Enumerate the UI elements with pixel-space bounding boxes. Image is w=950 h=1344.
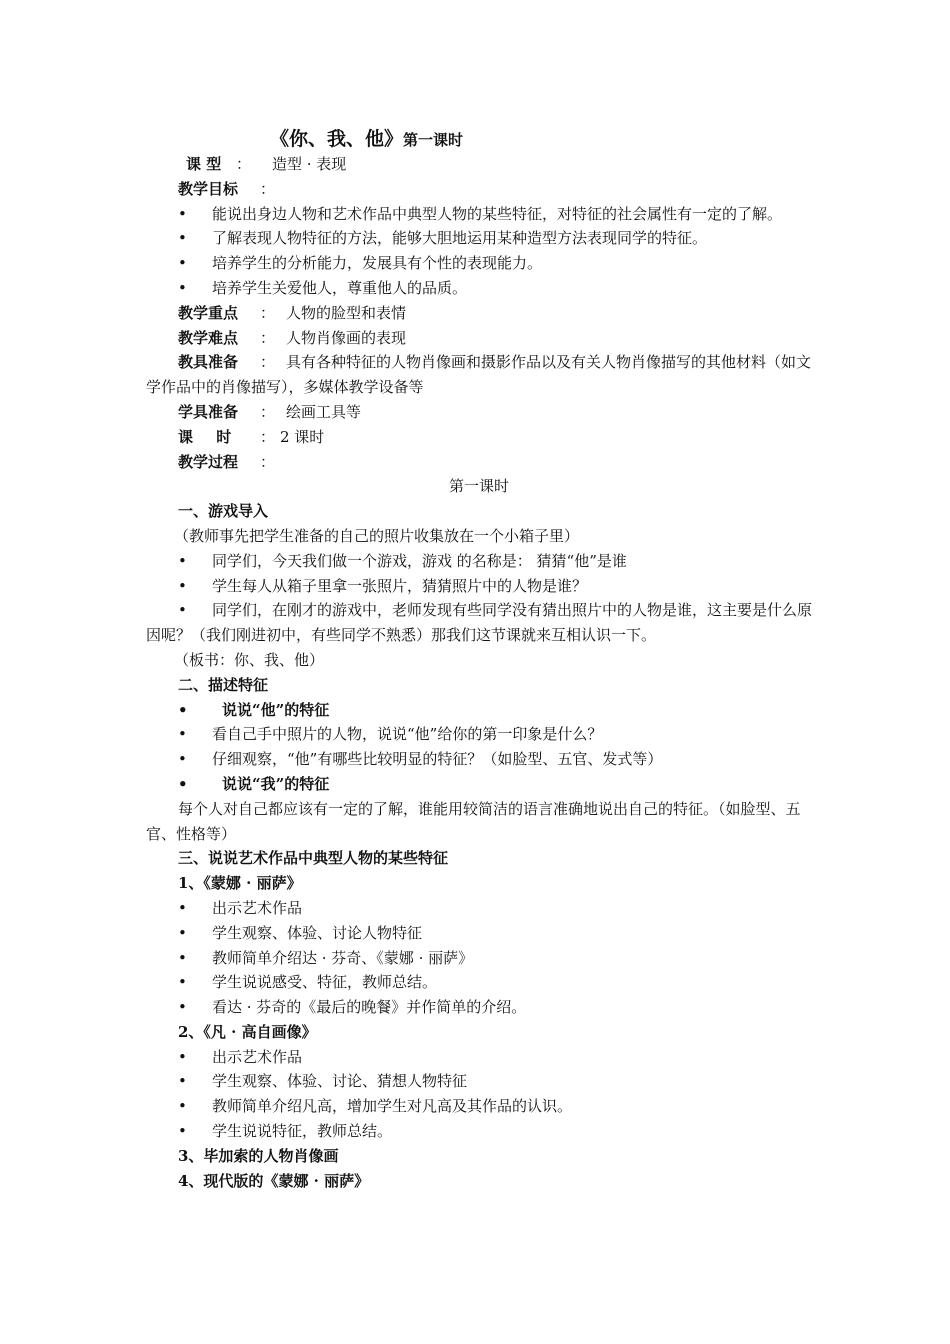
- bullet-icon: •: [178, 923, 187, 942]
- sub-heading-text: 说说“我”的特征: [222, 774, 330, 793]
- course-type-sep: ：: [236, 155, 252, 173]
- list-item: [146, 598, 812, 648]
- section-heading: 二、描述特征: [178, 675, 269, 694]
- part-heading: 3、毕加索的人物肖像画: [178, 1146, 339, 1165]
- part-heading: 1、《蒙娜 · 丽萨》: [178, 874, 302, 893]
- goal-text: 培养学生关爱他人，尊重他人的品质。: [212, 278, 468, 297]
- list-item-text: 学生每人从箱子里拿一张照片，猜猜照片中的人物是谁？: [212, 576, 588, 595]
- bullet-icon: •: [178, 1122, 187, 1141]
- key-point-value: 人物的脸型和表情: [286, 303, 407, 322]
- list-item-text: 仔细观察，“他”有哪些比较明显的特征？（如脸型、五官、发式等）: [212, 750, 663, 769]
- bullet-icon: •: [178, 725, 187, 744]
- list-item-text: 教师简单介绍达 · 芬奇、《蒙娜 · 丽萨》: [212, 948, 474, 967]
- difficulty-row: [146, 326, 812, 351]
- goal-text: 能说出身边人物和艺术作品中典型人物的某些特征，对特征的社会属性有一定的了解。: [212, 204, 783, 223]
- title-sub: 第一课时: [403, 131, 464, 149]
- goal-item: [146, 251, 812, 276]
- student-prep-row: [146, 400, 812, 425]
- process-row: [146, 450, 812, 475]
- hours-label: 课 时: [178, 427, 232, 446]
- goals-sep: ：: [260, 179, 276, 198]
- teacher-prep-row: [146, 350, 812, 400]
- list-item: [146, 1119, 812, 1144]
- sub-heading-text: 说说“他”的特征: [222, 700, 330, 719]
- part-heading: 4、现代版的《蒙娜 · 丽萨》: [178, 1171, 370, 1190]
- list-item-text: 学生说说特征，教师总结。: [212, 1122, 393, 1141]
- goals-label: 教学目标: [178, 179, 239, 198]
- list-item-text: 学生说说感受、特征，教师总结。: [212, 973, 438, 992]
- bullet-icon: •: [178, 576, 187, 595]
- process-label: 教学过程: [178, 452, 239, 471]
- hours-row: [146, 425, 812, 450]
- bullet-icon: •: [178, 700, 188, 719]
- list-item: [146, 747, 812, 772]
- part-heading: 2、《凡 · 高自画像》: [178, 1022, 317, 1041]
- list-item: [146, 722, 812, 747]
- bullet-icon: •: [178, 229, 187, 248]
- lesson-heading: 第一课时: [448, 477, 509, 496]
- bullet-icon: •: [178, 1047, 187, 1066]
- student-prep-value: 绘画工具等: [286, 402, 362, 421]
- list-item: [146, 1094, 812, 1119]
- document-body: [146, 152, 812, 1193]
- sub-heading: [146, 772, 812, 797]
- document-title: [270, 124, 670, 151]
- section-heading: 三、说说艺术作品中典型人物的某些特征: [178, 849, 449, 868]
- goals-label-row: [146, 177, 812, 202]
- course-type-row: [146, 152, 812, 177]
- bullet-icon: •: [178, 973, 187, 992]
- bullet-icon: •: [178, 750, 187, 769]
- goal-item: [146, 226, 812, 251]
- list-item: [146, 549, 812, 574]
- list-item-text: 出示艺术作品: [212, 898, 303, 917]
- bullet-icon: •: [178, 774, 188, 793]
- difficulty-label: 教学难点: [178, 328, 239, 347]
- bullet-icon: •: [178, 1072, 187, 1091]
- paragraph: 每个人对自己都应该有一定的了解，谁能用较简洁的语言准确地说出自己的特征。（如脸型、五官、性格等）: [146, 799, 801, 843]
- list-item: [146, 995, 812, 1020]
- student-prep-label: 学具准备: [178, 402, 239, 421]
- goal-text: 了解表现人物特征的方法，能够大胆地运用某种造型方法表现同学的特征。: [212, 229, 708, 248]
- list-item-text: 同学们，在刚才的游戏中，老师发现有些同学没有猜出照片中的人物是谁，这主要是什么原因呢？（我们刚进初中，有些同学不熟悉）那我们这节课就来互相认识一下。: [146, 601, 813, 645]
- bullet-icon: •: [178, 601, 187, 620]
- process-sep: ：: [260, 452, 276, 471]
- list-item-text: 学生观察、体验、讨论人物特征: [212, 923, 423, 942]
- board-note: （板书：你、我、他）: [174, 650, 325, 669]
- goal-text: 培养学生的分析能力，发展具有个性的表现能力。: [212, 254, 543, 273]
- difficulty-sep: ：: [260, 328, 276, 347]
- goal-item: [146, 202, 812, 227]
- goal-item: [146, 276, 812, 301]
- key-point-row: [146, 301, 812, 326]
- section-note: （教师事先把学生准备的自己的照片收集放在一个小箱子里）: [174, 526, 580, 545]
- course-type-value: 造型 · 表现: [272, 155, 347, 173]
- list-item-text: 出示艺术作品: [212, 1047, 303, 1066]
- bullet-icon: •: [178, 204, 187, 223]
- student-prep-sep: ：: [260, 402, 276, 421]
- key-point-label: 教学重点: [178, 303, 239, 322]
- hours-value: 2 课时: [280, 427, 325, 446]
- bullet-icon: •: [178, 278, 187, 297]
- list-item: [146, 946, 812, 971]
- bullet-icon: •: [178, 948, 187, 967]
- list-item: [146, 970, 812, 995]
- teacher-prep-sep: ：: [260, 353, 276, 372]
- list-item: [146, 921, 812, 946]
- list-item: [146, 1045, 812, 1070]
- bullet-icon: •: [178, 998, 187, 1017]
- list-item-text: 同学们，今天我们做一个游戏，游戏 的名称是： 猜猜“他”是谁: [212, 551, 627, 570]
- teacher-prep-value: 具有各种特征的人物肖像画和摄影作品以及有关人物肖像描写的其他材料（如文学作品中的肖像描写），多媒体教学设备等: [146, 353, 812, 397]
- key-point-sep: ：: [260, 303, 276, 322]
- course-type-label: 课 型: [186, 155, 222, 173]
- title-main: 《你、我、他》: [270, 128, 404, 150]
- bullet-icon: •: [178, 254, 187, 273]
- difficulty-value: 人物肖像画的表现: [286, 328, 407, 347]
- list-item-text: 教师简单介绍凡高，增加学生对凡高及其作品的认识。: [212, 1097, 573, 1116]
- teacher-prep-label: 教具准备: [178, 353, 239, 372]
- bullet-icon: •: [178, 551, 187, 570]
- list-item: [146, 896, 812, 921]
- list-item: [146, 1069, 812, 1094]
- bullet-icon: •: [178, 898, 187, 917]
- list-item-text: 看达 · 芬奇的《最后的晚餐》并作简单的介绍。: [212, 998, 527, 1017]
- bullet-icon: •: [178, 1097, 187, 1116]
- section-heading: 一、游戏导入: [178, 502, 269, 521]
- hours-sep: ：: [260, 427, 276, 446]
- list-item: [146, 574, 812, 599]
- list-item-text: 看自己手中照片的人物，说说“他”给你的第一印象是什么？: [212, 725, 603, 744]
- list-item-text: 学生观察、体验、讨论、猜想人物特征: [212, 1072, 468, 1091]
- sub-heading: [146, 698, 812, 723]
